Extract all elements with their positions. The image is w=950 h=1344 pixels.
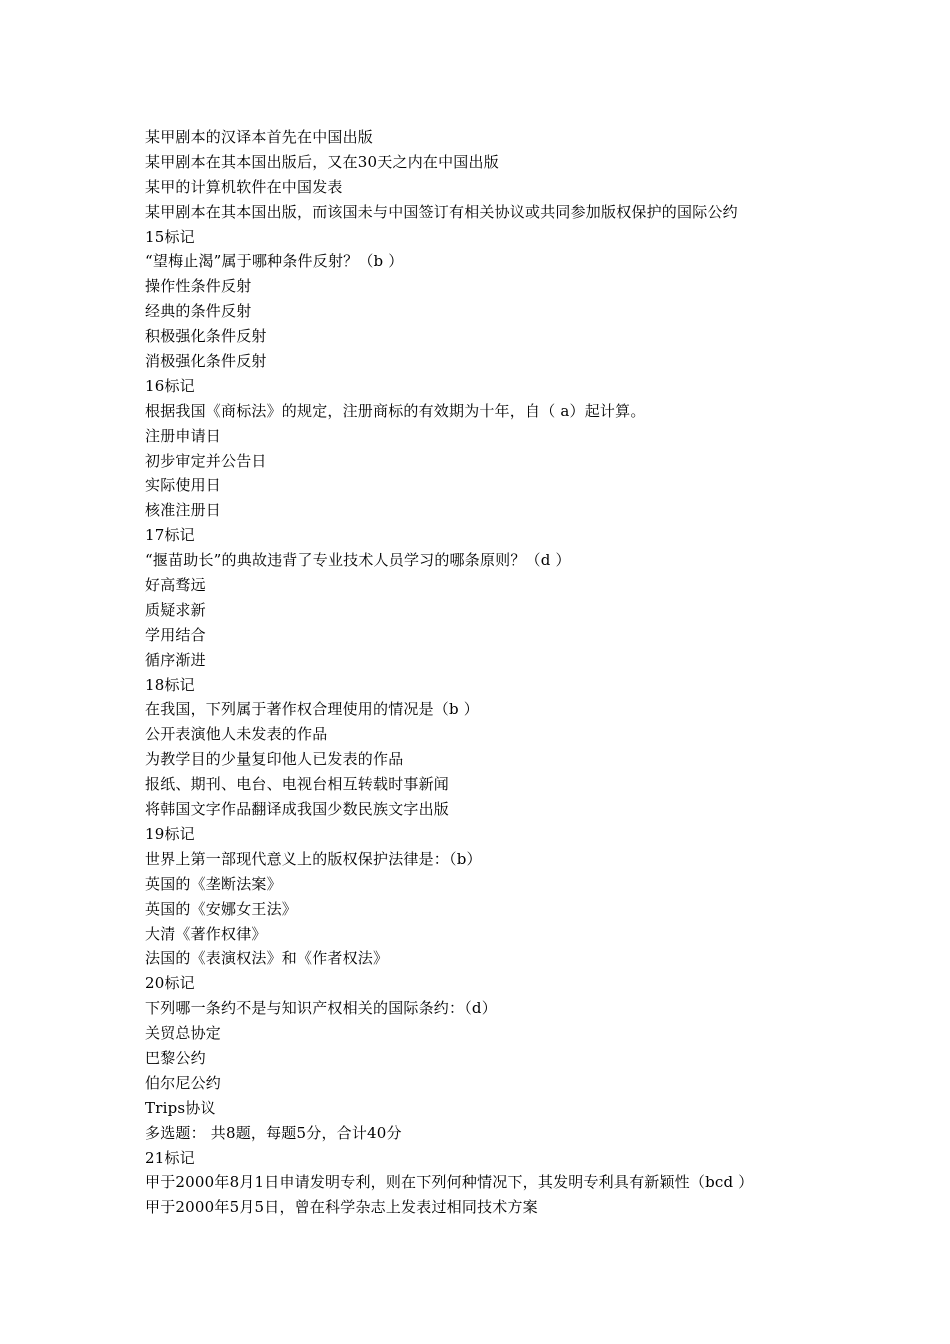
text-line: 伯尔尼公约 xyxy=(145,1073,222,1092)
text-line: 质疑求新 xyxy=(145,600,206,619)
text-line: 报纸、期刊、电台、电视台相互转载时事新闻 xyxy=(145,775,450,794)
text-line: Trips协议 xyxy=(145,1098,216,1117)
text-line: 某甲的计算机软件在中国发表 xyxy=(145,177,343,196)
text-line: 15标记 xyxy=(145,227,195,246)
text-line: “望梅止渴”属于哪种条件反射？（b ） xyxy=(145,252,404,271)
text-line: 操作性条件反射 xyxy=(145,277,252,296)
text-line: 21标记 xyxy=(145,1148,195,1167)
text-line: 好高骛远 xyxy=(145,576,206,595)
text-line: “揠苗助长”的典故违背了专业技术人员学习的哪条原则？（d ） xyxy=(145,551,571,570)
text-line: 经典的条件反射 xyxy=(145,302,252,321)
document-body xyxy=(145,125,845,1220)
text-line: 16标记 xyxy=(145,376,195,395)
text-line: 实际使用日 xyxy=(145,476,222,495)
text-line: 某甲剧本的汉译本首先在中国出版 xyxy=(145,128,374,146)
text-line: 巴黎公约 xyxy=(145,1048,206,1067)
text-line: 英国的《垄断法案》 xyxy=(145,874,282,893)
text-line: 积极强化条件反射 xyxy=(145,327,267,346)
text-line: 19标记 xyxy=(145,824,195,843)
text-line: 循序渐进 xyxy=(145,650,206,669)
text-line: 根据我国《商标法》的规定，注册商标的有效期为十年，自（ a）起计算。 xyxy=(145,401,646,420)
text-line: 核准注册日 xyxy=(145,501,222,520)
text-line: 大清《著作权律》 xyxy=(145,924,267,943)
text-line: 在我国，下列属于著作权合理使用的情况是（b ） xyxy=(145,700,479,719)
text-line: 初步审定并公告日 xyxy=(145,451,267,470)
text-line: 某甲剧本在其本国出版后，又在30天之内在中国出版 xyxy=(145,152,499,171)
text-line: 20标记 xyxy=(145,974,195,993)
text-line: 某甲剧本在其本国出版，而该国未与中国签订有相关协议或共同参加版权保护的国际公约 xyxy=(145,202,738,221)
text-line: 法国的《表演权法》和《作者权法》 xyxy=(145,949,389,968)
text-line: 甲于2000年5月5日，曾在科学杂志上发表过相同技术方案 xyxy=(145,1198,538,1217)
text-line: 英国的《安娜女王法》 xyxy=(145,899,298,918)
text-line: 为教学目的少量复印他人已发表的作品 xyxy=(145,750,404,769)
text-line: 下列哪一条约不是与知识产权相关的国际条约：（d） xyxy=(145,999,497,1018)
text-line: 18标记 xyxy=(145,675,195,694)
text-line: 注册申请日 xyxy=(145,426,222,445)
text-line: 公开表演他人未发表的作品 xyxy=(145,725,328,744)
text-line: 学用结合 xyxy=(145,625,206,644)
text-line: 甲于2000年8月1日申请发明专利，则在下列何种情况下，其发明专利具有新颖性（bcd ） xyxy=(145,1173,754,1192)
text-line: 世界上第一部现代意义上的版权保护法律是：（b） xyxy=(145,849,482,868)
text-line: 多选题： 共8题，每题5分，合计40分 xyxy=(145,1123,402,1142)
text-line: 关贸总协定 xyxy=(145,1024,222,1043)
text-line: 17标记 xyxy=(145,526,195,545)
text-line: 将韩国文字作品翻译成我国少数民族文字出版 xyxy=(145,800,450,819)
text-line: 消极强化条件反射 xyxy=(145,352,267,371)
